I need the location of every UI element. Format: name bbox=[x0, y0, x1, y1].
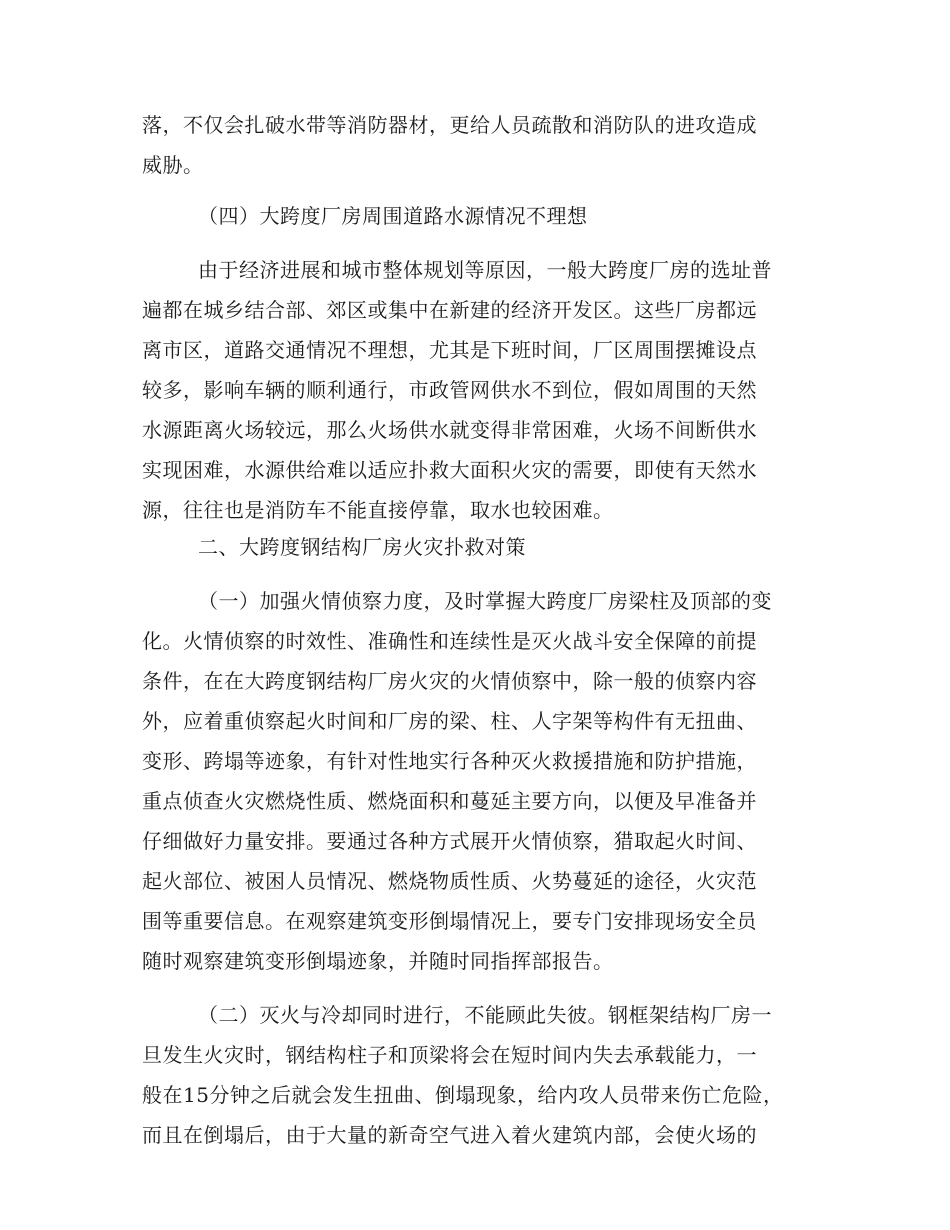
paragraph-line: 旦发生火灾时，钢结构柱子和顶梁将会在短时间内失去承载能力，一 bbox=[142, 1043, 757, 1067]
paragraph-line: 化。火情侦察的时效性、准确性和连续性是灭火战斗安全保障的前提 bbox=[142, 629, 757, 653]
paragraph-line: 变形、跨塌等迹象，有针对性地实行各种灭火救援措施和防护措施， bbox=[142, 749, 757, 773]
paragraph-line: （二）灭火与冷却同时进行，不能顾此失彼。钢框架结构厂房一 bbox=[198, 1003, 772, 1027]
paragraph-line: 源，往往也是消防车不能直接停靠，取水也较困难。 bbox=[142, 498, 614, 522]
paragraph-line: 而且在倒塌后，由于大量的新奇空气进入着火建筑内部，会使火场的 bbox=[142, 1123, 757, 1147]
paragraph-line: 重点侦查火灾燃烧性质、燃烧面积和蔓延主要方向，以便及早准备并 bbox=[142, 789, 757, 813]
paragraph-line: 仔细做好力量安排。要通过各种方式展开火情侦察，猎取起火时间、 bbox=[142, 829, 757, 853]
paragraph-line: （一）加强火情侦察力度，及时掌握大跨度厂房梁柱及顶部的变 bbox=[198, 589, 772, 613]
paragraph-line: 起火部位、被困人员情况、燃烧物质性质、火势蔓延的途径，火灾范 bbox=[142, 869, 757, 893]
paragraph-line: 水源距离火场较远，那么火场供水就变得非常困难，火场不间断供水 bbox=[142, 418, 757, 442]
paragraph-line: 落，不仅会扎破水带等消防器材，更给人员疏散和消防队的进攻造成 bbox=[142, 113, 757, 137]
paragraph-line: 威胁。 bbox=[142, 153, 204, 177]
paragraph-line: 离市区，道路交通情况不理想，尤其是下班时间，厂区周围摆摊设点 bbox=[142, 338, 757, 362]
paragraph-line: 遍都在城乡结合部、郊区或集中在新建的经济开发区。这些厂房都远 bbox=[142, 298, 757, 322]
paragraph-line: 般在15分钟之后就会发生扭曲、倒塌现象，给内攻人员带来伤亡危险， bbox=[142, 1083, 784, 1107]
paragraph-line: 围等重要信息。在观察建筑变形倒塌情况上，要专门安排现场安全员 bbox=[142, 909, 757, 933]
paragraph-line: 由于经济进展和城市整体规划等原因，一般大跨度厂房的选址普 bbox=[198, 258, 772, 282]
section-heading: 二、大跨度钢结构厂房火灾扑救对策 bbox=[198, 535, 526, 559]
paragraph-line: 随时观察建筑变形倒塌迹象，并随时同指挥部报告。 bbox=[142, 949, 614, 973]
paragraph-line: 条件，在在大跨度钢结构厂房火灾的火情侦察中，除一般的侦察内容 bbox=[142, 669, 757, 693]
section-heading: （四）大跨度厂房周围道路水源情况不理想 bbox=[198, 204, 588, 228]
paragraph-line: 较多，影响车辆的顺利通行，市政管网供水不到位，假如周围的天然 bbox=[142, 378, 757, 402]
paragraph-line: 外，应着重侦察起火时间和厂房的梁、柱、人字架等构件有无扭曲、 bbox=[142, 709, 757, 733]
paragraph-line: 实现困难，水源供给难以适应扑救大面积火灾的需要，即使有天然水 bbox=[142, 458, 757, 482]
